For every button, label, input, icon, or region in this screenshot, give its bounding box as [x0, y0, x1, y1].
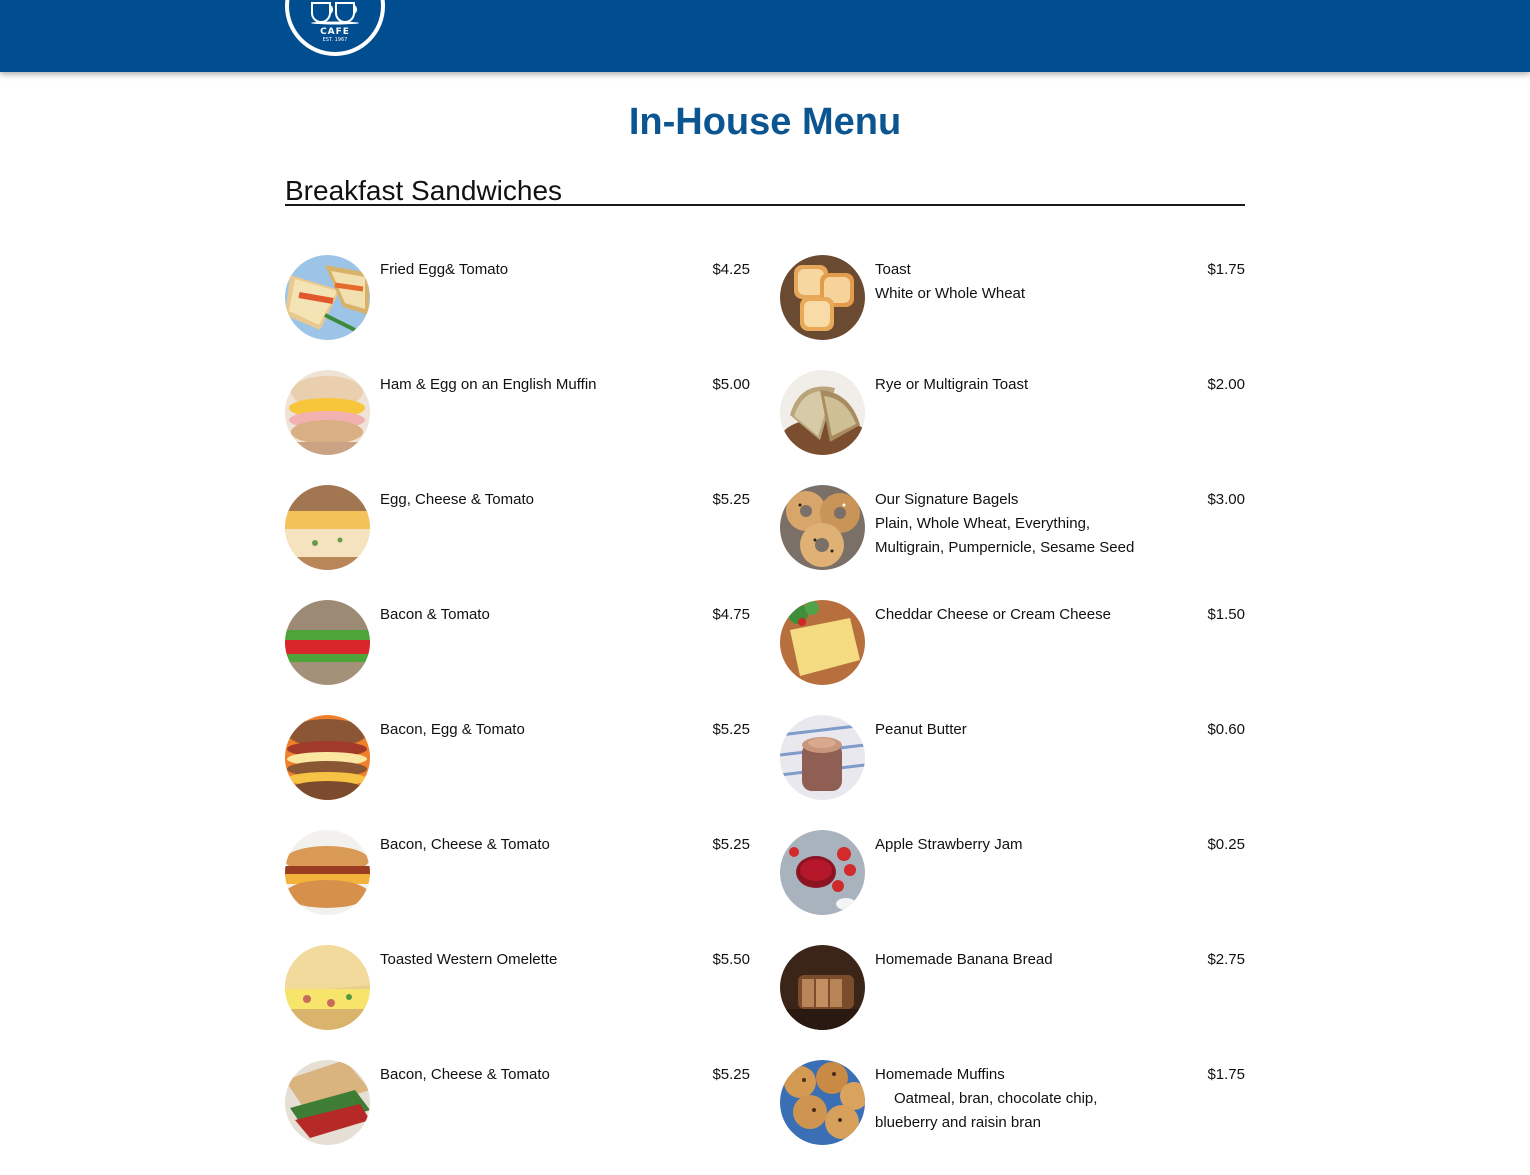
menu-item-cheddar-cream-cheese[interactable]	[780, 600, 1245, 715]
item-name: Toasted Western Omelette	[380, 951, 558, 968]
menu-grid	[285, 255, 1245, 1175]
logo-word: CAFE	[320, 27, 350, 37]
jam-photo	[780, 830, 865, 915]
cafe-logo[interactable]	[285, 0, 385, 56]
item-name: Bacon, Cheese & Tomato	[380, 836, 550, 853]
menu-item-apple-strawberry-jam[interactable]	[780, 830, 1245, 945]
item-price: $0.60	[1207, 721, 1245, 738]
cheese-photo	[780, 600, 865, 685]
item-name: Rye or Multigrain Toast	[875, 376, 1029, 393]
muffins-photo	[780, 1060, 865, 1145]
menu-item-signature-bagels[interactable]	[780, 485, 1245, 600]
item-price: $5.25	[712, 721, 750, 738]
bagels-photo	[780, 485, 865, 570]
toast-photo	[780, 255, 865, 340]
item-text	[380, 715, 645, 742]
item-price: $3.00	[1207, 491, 1245, 508]
item-price: $2.75	[1207, 951, 1245, 968]
club-sandwich-photo	[285, 1060, 370, 1145]
blt-sandwich-photo	[285, 600, 370, 685]
menu-item-toasted-western-omelette[interactable]	[285, 945, 750, 1060]
item-price: $1.75	[1207, 1066, 1245, 1083]
item-text	[875, 255, 1140, 306]
item-description-line-2: blueberry and raisin bran	[875, 1114, 1041, 1131]
rye-bread-photo	[780, 370, 865, 455]
item-name: Homemade Banana Bread	[875, 951, 1053, 968]
item-text	[875, 485, 1140, 560]
item-price: $2.00	[1207, 376, 1245, 393]
page-title: In-House Menu	[628, 101, 902, 143]
menu-item-bacon-cheese-tomato-2[interactable]	[285, 1060, 750, 1175]
menu-item-bacon-cheese-tomato[interactable]	[285, 830, 750, 945]
item-name: Ham & Egg on an English Muffin	[380, 376, 597, 393]
stacked-sandwich-photo	[285, 715, 370, 800]
item-text	[875, 830, 1140, 857]
logo-badge	[289, 0, 381, 52]
item-price: $5.25	[712, 491, 750, 508]
item-text	[380, 1060, 645, 1087]
item-description: Plain, Whole Wheat, Everything, Multigrain, Pumpernicle, Sesame Seed	[875, 515, 1135, 556]
menu-item-toast[interactable]	[780, 255, 1245, 370]
item-name: Bacon, Egg & Tomato	[380, 721, 525, 738]
bacon-cheese-sandwich-photo	[285, 830, 370, 915]
grilled-cheese-photo	[285, 485, 370, 570]
item-name: Apple Strawberry Jam	[875, 836, 1023, 853]
menu-item-homemade-banana-bread[interactable]	[780, 945, 1245, 1060]
item-name: Egg, Cheese & Tomato	[380, 491, 534, 508]
logo-est: EST. 1967	[322, 37, 348, 43]
menu-item-ham-egg-muffin[interactable]	[285, 370, 750, 485]
item-price: $5.25	[712, 836, 750, 853]
item-price: $5.25	[712, 1066, 750, 1083]
item-name: Toast	[875, 261, 911, 278]
menu-item-bacon-egg-tomato[interactable]	[285, 715, 750, 830]
item-text	[875, 600, 1140, 627]
item-price: $1.50	[1207, 606, 1245, 623]
menu-item-rye-multigrain-toast[interactable]	[780, 370, 1245, 485]
item-text	[875, 1060, 1140, 1135]
item-price: $4.75	[712, 606, 750, 623]
item-name: Peanut Butter	[875, 721, 967, 738]
item-description: White or Whole Wheat	[875, 285, 1026, 302]
menu-item-fried-egg-tomato[interactable]	[285, 255, 750, 370]
item-description-line-1: Oatmeal, bran, chocolate chip,	[894, 1090, 1098, 1107]
menu-item-homemade-muffins[interactable]	[780, 1060, 1245, 1175]
item-price: $5.50	[712, 951, 750, 968]
menu-item-peanut-butter[interactable]	[780, 715, 1245, 830]
item-price: $5.00	[712, 376, 750, 393]
banana-bread-photo	[780, 945, 865, 1030]
item-name: Homemade Muffins	[875, 1066, 1005, 1083]
item-text	[875, 370, 1140, 397]
item-text	[380, 830, 645, 857]
item-price: $0.25	[1207, 836, 1245, 853]
item-text	[380, 370, 645, 397]
item-price: $4.25	[712, 261, 750, 278]
item-text	[380, 485, 645, 512]
item-text	[380, 945, 645, 972]
menu-item-bacon-tomato[interactable]	[285, 600, 750, 715]
item-price: $1.75	[1207, 261, 1245, 278]
item-name: Bacon & Tomato	[380, 606, 490, 623]
grilled-sandwich-photo	[285, 255, 370, 340]
item-name: Cheddar Cheese or Cream Cheese	[875, 606, 1111, 623]
coffee-cups-icon	[308, 0, 362, 25]
menu-item-egg-cheese-tomato[interactable]	[285, 485, 750, 600]
omelette-sandwich-photo	[285, 945, 370, 1030]
english-muffin-photo	[285, 370, 370, 455]
item-name: Our Signature Bagels	[875, 491, 1019, 508]
item-text	[875, 715, 1140, 742]
item-name: Fried Egg& Tomato	[380, 261, 509, 278]
peanut-butter-photo	[780, 715, 865, 800]
item-name: Bacon, Cheese & Tomato	[380, 1066, 550, 1083]
item-text	[380, 600, 645, 627]
section-title: Breakfast Sandwiches	[285, 172, 1245, 206]
item-text	[875, 945, 1140, 972]
item-text	[380, 255, 645, 282]
site-header	[0, 0, 1530, 72]
